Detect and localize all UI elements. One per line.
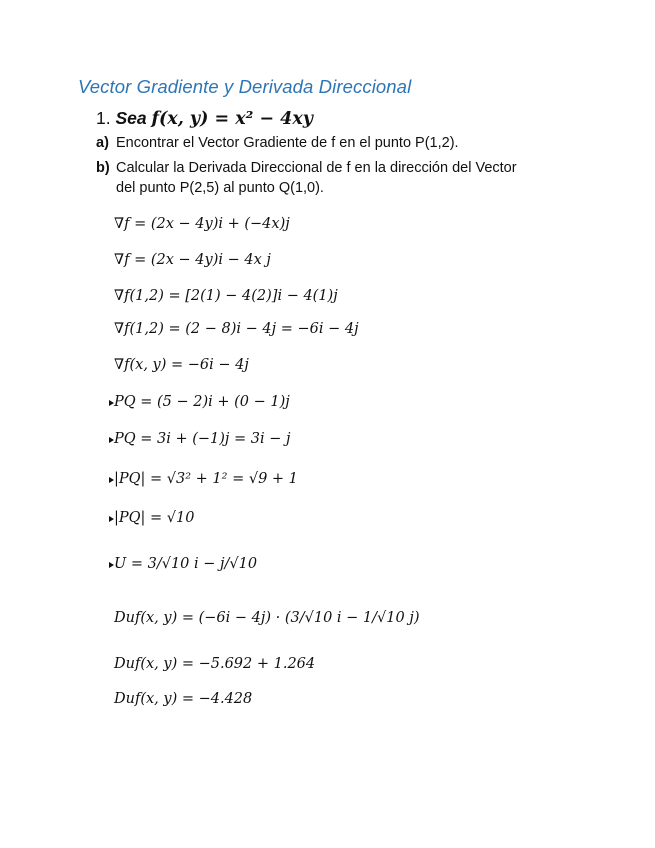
equation-12: Duf(x, y) = −5.692 + 1.264: [114, 656, 316, 672]
item-a: [96, 133, 459, 153]
item-b-label: b): [96, 160, 110, 176]
equation-4: ∇f(1,2) = (2 − 8)i − 4j = −6i − 4j: [114, 321, 359, 337]
item-b: [96, 158, 517, 198]
equation-1: ∇f = (2x − 4y)i + (−4x)j: [114, 216, 290, 232]
equation-7: PQ = 3i + (−1)j = 3i − j: [114, 431, 291, 447]
equation-13: Duf(x, y) = −4.428: [114, 691, 253, 707]
problem-number: 1.: [96, 108, 111, 128]
problem-heading: [96, 108, 313, 129]
equation-6: PQ = (5 − 2)i + (0 − 1)j: [114, 394, 290, 410]
equation-2: ∇f = (2x − 4y)i − 4x j: [114, 252, 271, 268]
problem-intro: Sea: [115, 108, 147, 128]
equation-5: ∇f(x, y) = −6i − 4j: [114, 357, 249, 373]
page-title: Vector Gradiente y Derivada Direccional: [78, 76, 412, 97]
equation-8: |PQ| = √3² + 1² = √9 + 1: [114, 471, 298, 487]
item-b-text-line2: del punto P(2,5) al punto Q(1,0).: [116, 180, 324, 196]
equation-10: U = 3/√10 i − j/√10: [114, 556, 258, 572]
equation-11: Duf(x, y) = (−6i − 4j) · (3/√10 i − 1/√10 j): [114, 610, 420, 626]
item-a-text: Encontrar el Vector Gradiente de f en el punto P(1,2).: [116, 135, 459, 151]
equation-3: ∇f(1,2) = [2(1) − 4(2)]i − 4(1)j: [114, 288, 338, 304]
item-b-text-line1: Calcular la Derivada Direccional de f en la dirección del Vector: [116, 160, 517, 176]
problem-function: f(x, y) = x² − 4xy: [151, 109, 313, 129]
item-a-label: a): [96, 135, 109, 151]
equation-9: |PQ| = √10: [114, 510, 195, 526]
